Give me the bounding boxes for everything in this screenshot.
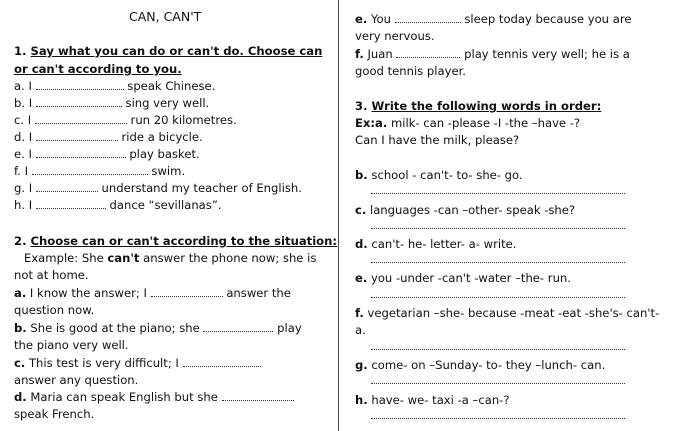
ex2-item-b[interactable]: b. She is good at the piano; she play xyxy=(14,321,302,335)
ex1-item-a[interactable]: a. I speak Chinese. xyxy=(14,79,216,93)
answer-line-b[interactable] xyxy=(371,193,625,194)
answer-line-e[interactable] xyxy=(371,297,625,298)
ex3-item-f-wrap: a. xyxy=(355,323,366,337)
ex2-item-e-line2: very nervous. xyxy=(355,29,435,43)
ex2-item-f-line2: good tennis player. xyxy=(355,64,466,78)
ex2-heading: 2. Choose can or can't according to the situation: xyxy=(14,234,338,248)
ex1-item-g[interactable]: g. I understand my teacher of English. xyxy=(14,181,302,195)
worksheet-title: CAN, CAN'T xyxy=(129,9,202,24)
ex2-example-line2: not at home. xyxy=(14,268,89,282)
ex2-item-d[interactable]: d. Maria can speak English but she xyxy=(14,389,294,406)
answer-line-c[interactable] xyxy=(371,228,625,229)
answer-line-h[interactable] xyxy=(371,418,625,419)
column-divider xyxy=(338,0,339,431)
ex3-item-b: b. school - can't- to- she- go. xyxy=(355,168,523,182)
answer-line-f[interactable] xyxy=(371,349,625,350)
ex1-item-d[interactable]: d. I ride a bicycle. xyxy=(14,130,203,144)
ex2-item-a-line2: question now. xyxy=(14,303,95,317)
ex3-example: Ex:a. milk- can -please -I -the –have -? xyxy=(355,116,581,130)
ex1-heading-line2: or can't according to you. xyxy=(14,62,182,76)
ex1-item-e[interactable]: e. I play basket. xyxy=(14,147,200,161)
ex3-item-e: e. you -under -can't -water –the- run. xyxy=(355,271,571,285)
ex3-item-h: h. have- we- taxi -a –can-? xyxy=(355,393,510,407)
ex3-item-f: f. vegetarian –she- because -meat -eat -she's- can't- xyxy=(355,306,660,320)
ex2-item-b-line2: the piano very well. xyxy=(14,338,129,352)
ex1-item-b[interactable]: b. I sing very well. xyxy=(14,96,210,110)
ex1-item-c[interactable]: c. I run 20 kilometres. xyxy=(14,113,237,127)
answer-line-g[interactable] xyxy=(371,383,625,384)
ex2-item-e[interactable]: e. You sleep today because you are xyxy=(355,12,632,26)
ex3-item-c: c. languages -can –other- speak -she? xyxy=(355,203,576,217)
ex3-example-answer: Can I have the milk, please? xyxy=(355,133,520,147)
ex2-item-c-line2: answer any question. xyxy=(14,373,139,387)
answer-line-d[interactable] xyxy=(371,262,625,263)
ex2-item-c[interactable]: c. This test is very difficult; I xyxy=(14,355,261,372)
ex2-item-f[interactable]: f. Juan play tennis very well; he is a xyxy=(355,47,630,61)
ex1-heading-line1: 1. Say what you can do or can't do. Choose can xyxy=(14,44,323,58)
ex3-item-d: d. can't- he- letter- a- write. xyxy=(355,237,517,251)
ex3-heading: 3. Write the following words in order: xyxy=(355,99,602,113)
ex2-example: Example: She can't answer the phone now; she is xyxy=(24,251,317,265)
ex3-item-g: g. come- on –Sunday- to- they –lunch- can. xyxy=(355,358,606,372)
ex2-item-a[interactable]: a. I know the answer; I answer the xyxy=(14,286,291,300)
ex2-item-d-line2: speak French. xyxy=(14,407,95,421)
ex1-item-h[interactable]: h. I dance “sevillanas”. xyxy=(14,198,222,212)
ex1-item-f[interactable]: f. I swim. xyxy=(14,164,186,178)
